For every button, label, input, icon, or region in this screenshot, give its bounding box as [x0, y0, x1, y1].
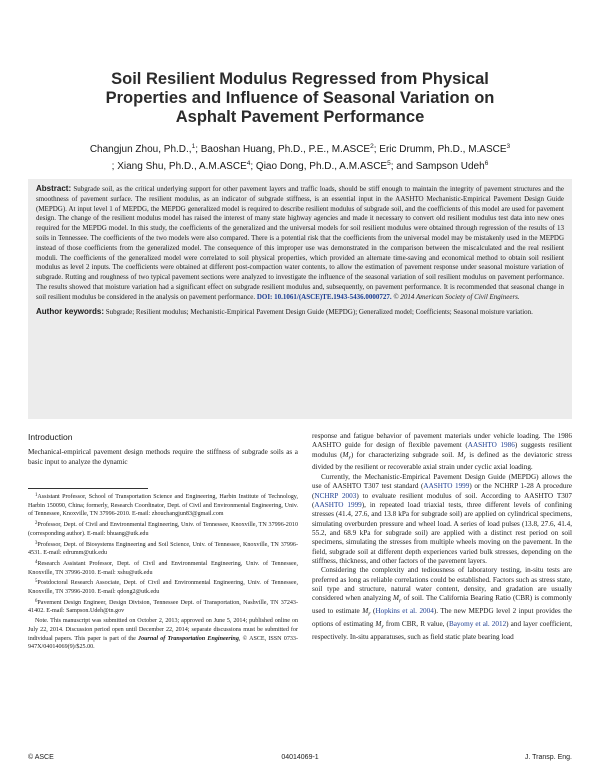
reference-link[interactable]: AASHTO 1999	[314, 500, 362, 509]
abstract	[36, 184, 564, 303]
author-name: ; Qiao Dong, Ph.D., A.M.ASCE	[250, 161, 388, 172]
note-text: Note. This manuscript was submitted on October 2, 2013; approved on June 5, 2014; published online on July 22, 2014. Discussion period open until December 22, 2014; separate discussions must be submitted for individual papers. This paper is part of the	[28, 618, 298, 642]
intro-paragraph: Mechanical-empirical pavement design methods require the stiffness of subgrade soils as a basic input to analyze the dynamic	[28, 448, 298, 466]
submission-note	[28, 617, 298, 652]
journal-name: Journal of Transportation Engineering	[138, 635, 239, 642]
footer-publisher: © ASCE	[28, 754, 54, 761]
footnote	[28, 559, 298, 577]
body-paragraph: response and fatigue behavior of pavement materials under vehicle loading. The 1986 AASHTO guide for design of flexible pavement (AASHTO 1986) suggests resilient modulus $(M_r)$ for characterizing subgrade soil. $M_r$ is defined as the deviatoric stress divided by the resilient or recoverable axial strain under cyclic axial loading.	[312, 432, 572, 472]
footnote-text: Assistant Professor, School of Transportation Science and Engineering, Harbin Institute of Technology, Harbin 150090, China; formerly, Research Coordinator, Dept. of Civil and Environmental Engineering, Univ. of Tennessee, Knoxville, TN 37996-2010. E-mail: zhouchangjun83@gmail.com	[28, 494, 298, 518]
author-mark: 3	[506, 143, 511, 150]
copyright-line: © 2014 American Society of Civil Engineers.	[393, 292, 520, 301]
section-heading-introduction: Introduction	[28, 432, 73, 442]
reference-link[interactable]: AASHTO 1986	[467, 441, 515, 450]
author-mark: 6	[484, 160, 489, 167]
footnote-mark: 4	[35, 559, 38, 565]
reference-link[interactable]: Hopkins et al. 2004	[375, 607, 434, 616]
footnote-mark: 6	[35, 598, 38, 604]
author-name: Changjun Zhou, Ph.D.,	[89, 144, 192, 155]
body-paragraph: Considering the complexity and tediousness of laboratory testing, in-situ tests are preferred as long as reliable correlations could be established. Factors such as stress state, soil type and structure, natural water content, density, and gradation are usually considered when analyzing $M_r$ of soil. The California Bearing Ratio (CBR) is commonly used to estimate $M_r$ (Hopkins et al. 2004). The new MEPDG level 2 input provides the options of estimating $M_r$ from CBR, R value, (Bayomy et al. 2012) and layer coefficient, respectively. In-situ apparatuses, such as field static plate bearing load	[312, 566, 573, 641]
footnote-mark: 1	[35, 493, 38, 498]
keywords	[36, 307, 564, 318]
footnote-mark: 3	[35, 540, 38, 546]
footnote-text: Professor, Dept. of Civil and Environmental Engineering, Univ. of Tennessee, Knoxville, TN 37996-2010 (corresponding author). E-mail: bhuang@utk.edu	[28, 522, 298, 537]
footnote-text: Postdoctoral Research Associate, Dept. of Civil and Environmental Engineering, Univ. of Tennessee, Knoxville, TN 37996-2010. E-mail: qdong2@utk.edu	[28, 580, 298, 596]
footnote	[28, 492, 298, 519]
reference-link[interactable]: AASHTO 1999	[423, 482, 470, 491]
keywords-text: Subgrade; Resilient modulus; Mechanistic-Empirical Pavement Design Guide (MEPDG); Generalized model; Coefficients; Seasonal moisture variation.	[105, 307, 533, 316]
reference-link[interactable]: NCHRP 2003	[314, 491, 357, 500]
footnote	[28, 598, 298, 616]
footer-article-number: 04014069-1	[281, 754, 319, 761]
right-column	[312, 432, 572, 642]
author-name: ; Baoshan Huang, Ph.D., P.E., M.ASCE	[195, 144, 371, 155]
author-name: ; Eric Drumm, Ph.D., M.ASCE	[373, 144, 507, 155]
abstract-box	[28, 179, 572, 419]
abstract-label: Abstract:	[36, 184, 72, 193]
author-mark: 5	[387, 160, 391, 167]
author-mark: 1	[191, 143, 196, 150]
author-mark: 2	[370, 143, 374, 150]
footnote	[28, 540, 298, 558]
abstract-text: Subgrade soil, as the critical underlying support for other pavement layers and traffic loads, should be stiff enough to maintain the integrity of pavement structures and the smoothness of pavement surface. The resilient modulus, as an indicator of subgrade stiffness, is an essential input in the AASHTO Mechanistic-Empirical Pavement Design Guide (MEPDG). At input level 1 of MEPDG, the MEPDG generalized model is required to describe resilient modulus of subgrade soil, and the coefficients of this model are used for pavement design. The change of the resilient modulus model has raised the interest of many state highway agencies and made it necessary to convert old resilient modulus test data into new ones required for the MEPDG model. In this study, the coefficients of the generalized and the universal models for soil resilient modulus were obtained through regression of the results of 13 soils in Tennessee. The coefficients of the two models were also compared. There is a potential risk that the coefficients from the universal model may be mistakenly used in the MEPDG instead of those coefficients from the generalized model. The consequence of this improper use was demonstrated in the comparison between the miscalculated and the real resilient moduli. The coefficients of the generalized model were correlated to soil physical properties, which provided an alternate time-saving and economical method to obtain soil resilient modulus as level 2 inputs. The coefficients were obtained at different post-compaction water contents, to allow the estimation of pavement response under seasonal moisture variation of subgrade. Rutting and roughness of two typical pavement sections were analyzed to investigate the influence of the seasonal variation of soil resilient modulus on pavement performance. The results showed that moisture variation had a significant effect on subgrade resilient modulus and, subsequently, on pavement performance. It is recommended that seasonal change in soil resilient modulus be considered in the analysis on pavement performance.	[36, 185, 565, 301]
title-line-2: Properties and Influence of Seasonal Variation on	[105, 89, 495, 107]
note-text: , © ASCE, ISSN 0733-947X/04014069(9)/$25.00.	[28, 635, 298, 651]
footnote	[28, 578, 298, 596]
footnote-divider	[28, 488, 148, 489]
footnote-mark: 2	[35, 521, 38, 527]
doi-link[interactable]: DOI: 10.1061/(ASCE)TE.1943-5436.0000727.	[256, 292, 392, 301]
author-mark: 4	[246, 160, 251, 167]
reference-link[interactable]: Bayomy et al. 2012	[448, 619, 507, 628]
paper-title	[60, 70, 540, 127]
author-name: ; Xiang Shu, Ph.D., A.M.ASCE	[111, 161, 247, 172]
footer-journal: J. Transp. Eng.	[524, 754, 572, 761]
author-name: ; and Sampson Udeh	[390, 161, 485, 172]
footnotes	[28, 492, 298, 653]
footnote-text: Pavement Design Engineer, Design Division, Tennessee Dept. of Transportation, Nashville, TN 37243-41402. E-mail: Sampson.Udeh@tn.gov	[28, 599, 298, 615]
footnote-mark: 5	[35, 579, 38, 585]
author-list	[40, 140, 560, 174]
keywords-label: Author keywords:	[36, 306, 105, 316]
footnote	[28, 520, 298, 538]
footnote-text: Research Assistant Professor, Dept. of Civil and Environmental Engineering, Univ. of Tennessee, Knoxville, TN 37996-2010. E-mail: xshu@utk.edu	[28, 560, 298, 576]
footnote-text: Professor, Dept. of Biosystems Engineering and Soil Science, Univ. of Tennessee, Knoxville, TN 37996-4531. E-mail: edrumm@utk.edu	[28, 541, 298, 557]
body-paragraph: Currently, the Mechanistic-Empirical Pavement Design Guide (MEPDG) allows the use of AASHTO T307 test standard (AASHTO 1999) or the NCHRP 1-28 A procedure (NCHRP 2003) to evaluate resilient modulus of soil. According to AASHTO T307 (AASHTO 1999), in repeated load triaxial tests, three different levels of confining stresses (41.4, 27.6, and 13.8 kPa for subgrade soil) are applied on cylindrical specimens, simulating overburden pressure and wheel load. A series of load pulses (13.8, 27.6, 41.4, 55.2, and 68.9 kPa for subgrade soil) are applied with a distinct rest period on soil specimens, simulating the stresses from multiple wheels moving on the pavement. In the field, subgrade soil at different depth experiences varied bulk stresses, depending on the stiffness, thickness, and other factors of the pavement layers.	[312, 472, 572, 565]
title-line-3: Asphalt Pavement Performance	[175, 108, 425, 126]
title-line-1: Soil Resilient Modulus Regressed from Physical	[111, 70, 489, 88]
